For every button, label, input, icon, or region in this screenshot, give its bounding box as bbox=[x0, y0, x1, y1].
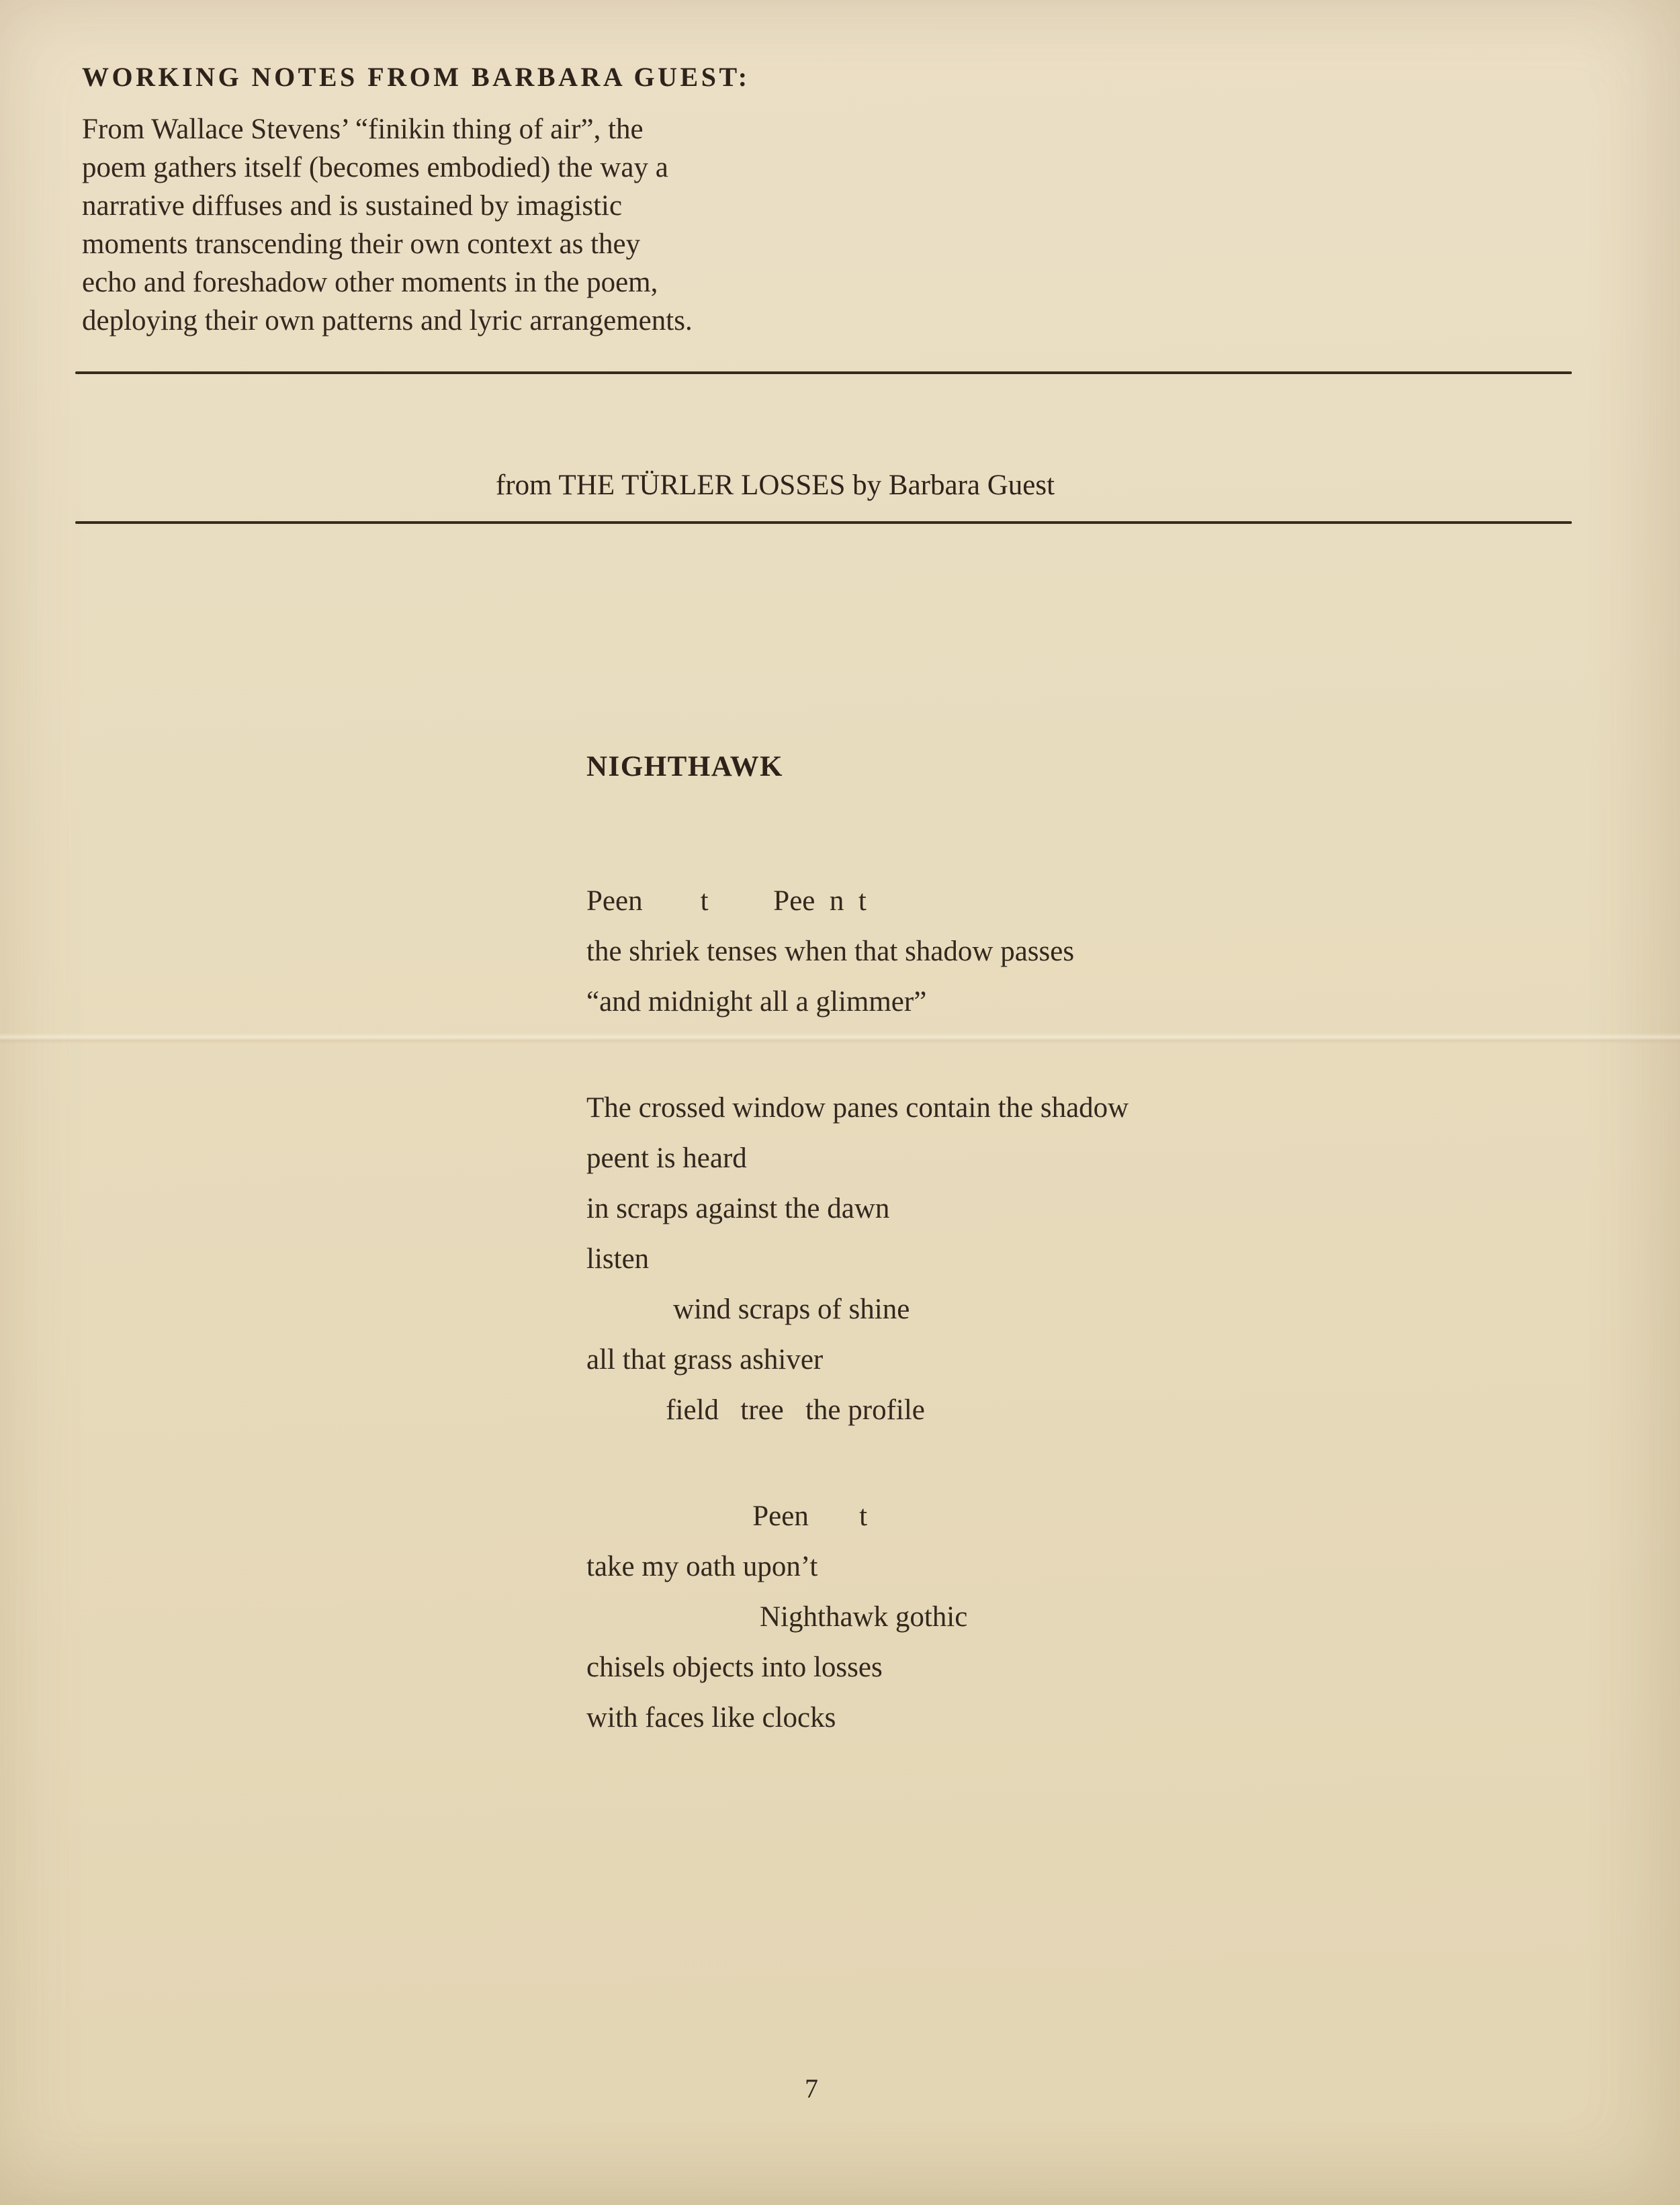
poem-stanza bbox=[586, 876, 1129, 1027]
paragraph-line: poem gathers itself (becomes embodied) the way a bbox=[82, 152, 668, 183]
poem-stanza bbox=[586, 1491, 1129, 1743]
paragraph-line: narrative diffuses and is sustained by imagistic bbox=[82, 190, 623, 222]
poem-line: the shriek tenses when that shadow passes bbox=[586, 936, 1075, 967]
poem-line: chisels objects into losses bbox=[586, 1652, 883, 1683]
poem-line: in scraps against the dawn bbox=[586, 1193, 890, 1224]
horizontal-rule-top bbox=[75, 371, 1572, 374]
page-number: 7 bbox=[805, 2073, 818, 2104]
poem-line: wind scraps of shine bbox=[586, 1294, 910, 1325]
poem-line: Peen t bbox=[586, 1500, 868, 1532]
paragraph-line: deploying their own patterns and lyric arrangements. bbox=[82, 305, 693, 336]
poem-line: Nighthawk gothic bbox=[586, 1601, 968, 1633]
paragraph-line: echo and foreshadow other moments in the poem, bbox=[82, 267, 658, 298]
poem-line: all that grass ashiver bbox=[586, 1344, 824, 1376]
poem-stanza bbox=[586, 1083, 1129, 1435]
poem-line: The crossed window panes contain the shadow bbox=[586, 1092, 1129, 1124]
working-notes-paragraph bbox=[82, 110, 693, 340]
poem-title: NIGHTHAWK bbox=[586, 751, 784, 782]
poem-body bbox=[586, 876, 1129, 1743]
poem-line: “and midnight all a glimmer” bbox=[586, 986, 927, 1018]
poem-line: field tree the profile bbox=[586, 1394, 925, 1426]
poem-line: Peen t Pee n t bbox=[586, 885, 867, 917]
horizontal-rule-bottom bbox=[75, 521, 1572, 524]
publication-title: from THE TÜRLER LOSSES by Barbara Guest bbox=[496, 469, 1055, 501]
working-notes-heading: WORKING NOTES FROM BARBARA GUEST: bbox=[82, 62, 750, 92]
poem-line: peent is heard bbox=[586, 1142, 747, 1174]
poem-line: listen bbox=[586, 1243, 650, 1275]
poem-line: with faces like clocks bbox=[586, 1702, 836, 1734]
paragraph-line: From Wallace Stevens’ “finikin thing of air”, the bbox=[82, 114, 644, 145]
paragraph-line: moments transcending their own context as they bbox=[82, 228, 641, 260]
poem-line: take my oath upon’t bbox=[586, 1551, 818, 1582]
